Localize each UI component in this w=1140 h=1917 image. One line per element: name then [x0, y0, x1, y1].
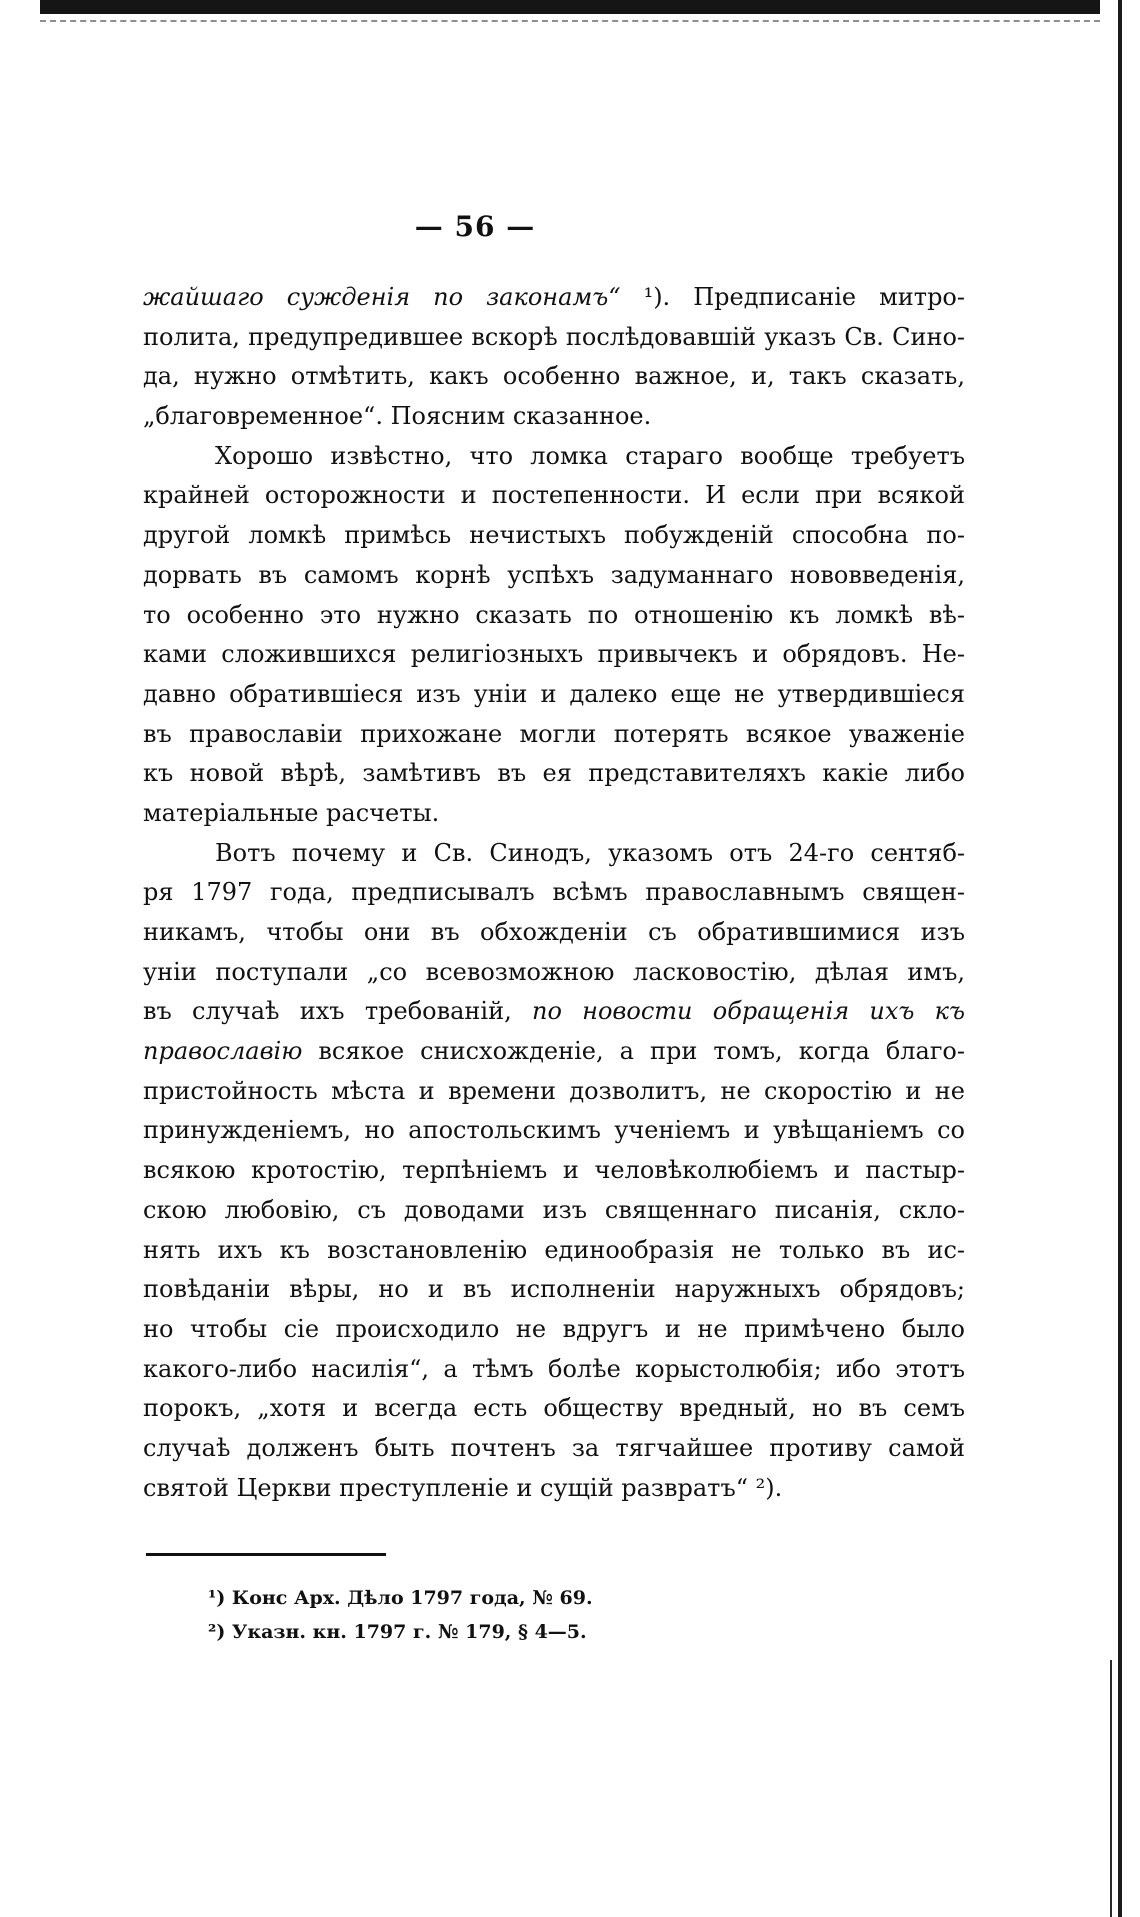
text-line-12: въ православіи прихожане могли потерять всякое уваженіе	[143, 719, 965, 748]
right-border-secondary-rule	[1110, 1660, 1112, 1917]
text-line-26: повѣданіи вѣры, но и въ исполненіи наружныхъ обрядовъ;	[143, 1275, 965, 1304]
text-line-15: Вотъ почему и Св. Синодъ, указомъ отъ 24-го сентяб-	[215, 838, 965, 867]
text-line-17: никамъ, чтобы они въ обхожденіи съ обратившимися изъ	[143, 918, 965, 946]
text-line-23: всякою кротостію, терпѣніемъ и человѣколюбіемъ и пастыр-	[143, 1156, 965, 1185]
text-line-20	[143, 1032, 965, 1072]
text-line-2: полита, предупредившее вскорѣ послѣдовавшій указъ Св. Сино-	[143, 322, 965, 351]
text-line-25: нять ихъ къ возстановленію единообразія не только въ ис-	[143, 1235, 965, 1264]
text-line-22: принужденіемъ, но апостольскимъ ученіемъ и увѣщаніемъ со	[143, 1116, 965, 1145]
text-line-10: ками сложившихся религіозныхъ привычекъ и обрядовъ. Не-	[143, 640, 965, 669]
line-text: ¹). Предписаніе митро-	[620, 283, 965, 311]
text-line-27: но чтобы сіе происходило не вдругъ и не примѣчено было	[143, 1314, 965, 1343]
text-line-8: дорвать въ самомъ корнѣ успѣхъ задуманнаго нововведенія,	[143, 560, 965, 589]
italic-span: по новости обращенія ихъ къ	[531, 997, 965, 1026]
text-line-28: какого-либо насилія“, а тѣмъ болѣе корыстолюбія; ибо этотъ	[143, 1354, 965, 1383]
text-line-16: ря 1797 года, предписывалъ всѣмъ православнымъ священ-	[143, 878, 965, 907]
body-text	[143, 278, 965, 1508]
text-line-11: давно обратившіеся изъ уніи и далеко еще не утвердившіеся	[143, 679, 965, 708]
text-line-1	[143, 278, 965, 318]
top-border-thin-rule	[40, 20, 1100, 24]
text-line-7: другой ломкѣ примѣсь нечистыхъ побужденій способна по-	[143, 521, 965, 550]
text-line-24: скою любовію, съ доводами изъ священнаго писанія, скло-	[143, 1195, 965, 1224]
text-line-3: да, нужно отмѣтить, какъ особенно важное, и, такъ сказать,	[143, 362, 965, 391]
text-line-31: святой Церкви преступленіе и сущій развратъ“ ²).	[143, 1473, 783, 1502]
text-line-4: „благовременное“. Поясним сказанное.	[143, 402, 652, 431]
text-line-18: уніи поступали „со всевозможною ласковостію, дѣлая имъ,	[143, 957, 965, 986]
text-line-30: случаѣ долженъ быть почтенъ за тягчайшее противу самой	[143, 1433, 965, 1462]
text-line-5: Хорошо извѣстно, что ломка стараго вообще требуетъ	[215, 441, 965, 470]
footnote-1: ¹) Конс Арх. Дѣло 1797 года, № 69.	[208, 1587, 593, 1609]
text-line-6: крайней осторожности и постепенности. И если при всякой	[143, 481, 965, 510]
text-line-21: пристойность мѣста и времени дозволитъ, не скоростію и не	[143, 1076, 965, 1105]
line-text: всякое снисхожденіе, а при томъ, когда благо-	[302, 1037, 965, 1066]
line-text: въ случаѣ ихъ требованій,	[143, 997, 532, 1026]
text-line-9: то особенно это нужно сказать по отношенію къ ломкѣ вѣ-	[143, 600, 965, 629]
text-line-29: порокъ, „хотя и всегда есть обществу вредный, но въ семъ	[143, 1394, 965, 1423]
footnote-separator	[146, 1553, 386, 1556]
page-number: — 56 —	[414, 210, 536, 243]
right-border-rule	[1118, 0, 1122, 1917]
text-line-19	[143, 992, 965, 1032]
text-line-13: къ новой вѣрѣ, замѣтивъ въ ея представителяхъ какіе либо	[143, 759, 965, 788]
italic-span: православію	[143, 1037, 303, 1066]
top-border-rule	[40, 0, 1100, 14]
footnote-2: ²) Указн. кн. 1797 г. № 179, § 4—5.	[208, 1621, 587, 1643]
text-line-14: матеріальные расчеты.	[143, 798, 440, 827]
italic-span: жайшаго сужденія по законамъ“	[143, 283, 621, 311]
